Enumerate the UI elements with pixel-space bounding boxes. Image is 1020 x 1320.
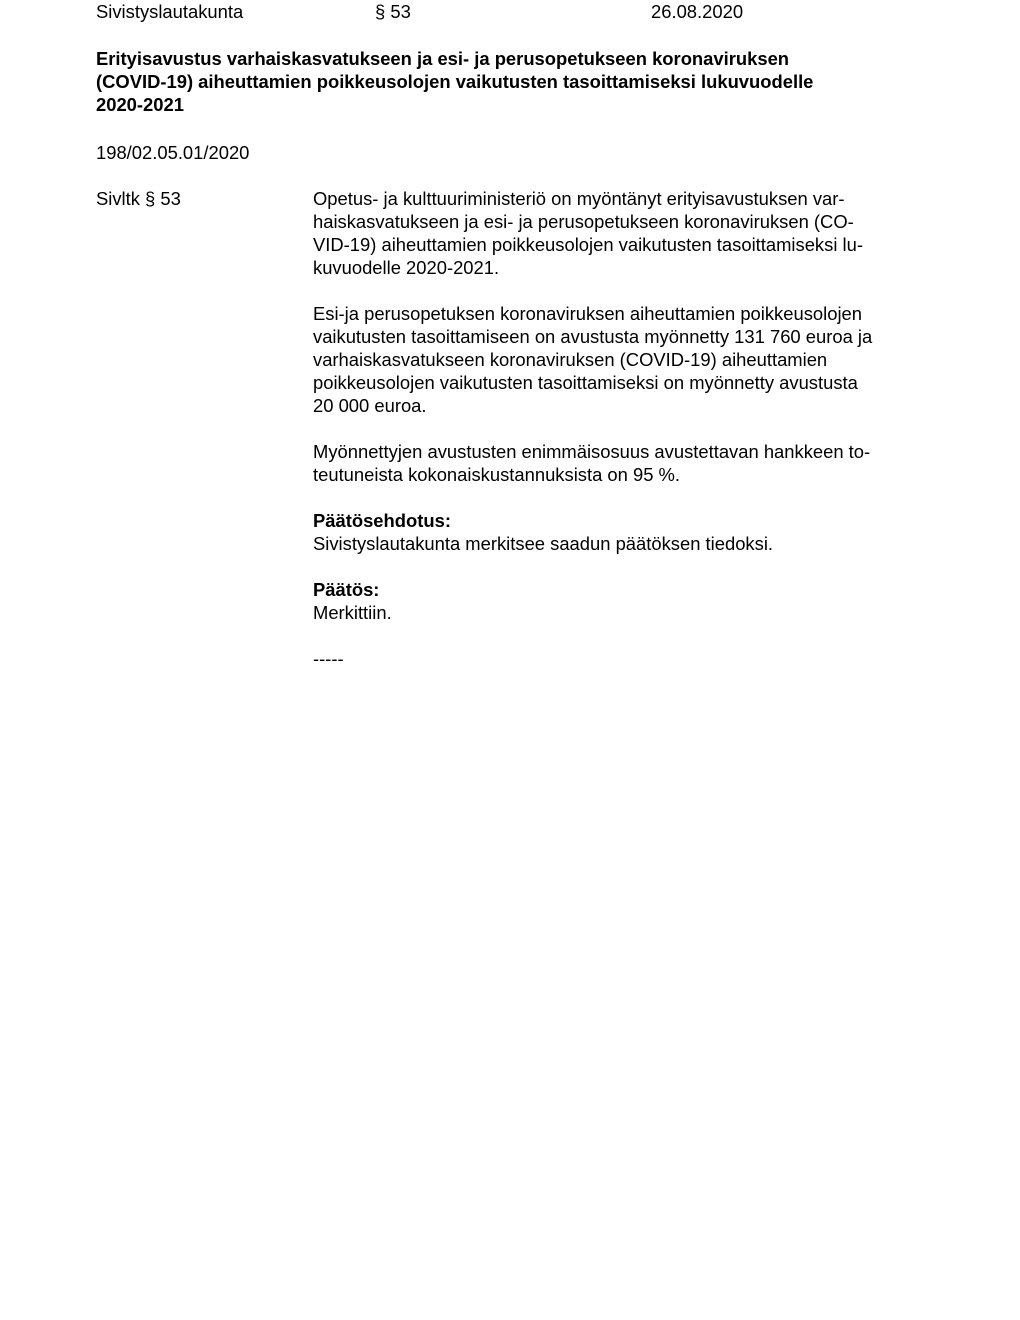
reference-number: 198/02.05.01/2020 xyxy=(96,142,250,163)
paragraph-line: Myönnettyjen avustusten enimmäisosuus avustettavan hankkeen to- xyxy=(313,441,871,462)
document-header xyxy=(0,0,1020,23)
paragraph-line: vaikutusten tasoittamiseen on avustusta myönnetty 131 760 euroa ja xyxy=(313,326,873,347)
paragraph-line: varhaiskasvatukseen koronaviruksen (COVID-19) aiheuttamien xyxy=(313,349,828,370)
header-section-number: § 53 xyxy=(375,1,411,22)
header-committee: Sivistyslautakunta xyxy=(96,1,244,22)
header-date: 26.08.2020 xyxy=(651,1,744,22)
decision-heading: Päätös: xyxy=(313,579,380,600)
paragraph-line: teutuneista kokonaiskustannuksista on 95 %. xyxy=(313,464,681,485)
paragraph-max-share xyxy=(313,440,933,486)
paragraph-line: poikkeusolojen vaikutusten tasoittamiseksi on myönnetty avustusta xyxy=(313,372,858,393)
proposal-text: Sivistyslautakunta merkitsee saadun päätöksen tiedoksi. xyxy=(313,533,774,554)
title-line: 2020-2021 xyxy=(96,94,184,115)
paragraph-line: kuvuodelle 2020-2021. xyxy=(313,257,500,278)
title-line: Erityisavustus varhaiskasvatukseen ja esi- ja perusopetukseen koronaviruksen xyxy=(96,48,790,69)
proposal-section xyxy=(313,509,933,555)
section-label: Sivltk § 53 xyxy=(96,188,181,209)
decision-text: Merkittiin. xyxy=(313,602,392,623)
paragraph-line: 20 000 euroa. xyxy=(313,395,427,416)
document-title xyxy=(96,47,896,116)
title-line: (COVID-19) aiheuttamien poikkeusolojen vaikutusten tasoittamiseksi lukuvuodelle xyxy=(96,71,814,92)
proposal-heading: Päätösehdotus: xyxy=(313,510,451,531)
paragraph-line: haiskasvatukseen ja esi- ja perusopetukseen koronaviruksen (CO- xyxy=(313,211,854,232)
end-marker: ----- xyxy=(313,648,344,669)
paragraph-amounts xyxy=(313,302,933,417)
paragraph-line: VID-19) aiheuttamien poikkeusolojen vaikutusten tasoittamiseksi lu- xyxy=(313,234,863,255)
paragraph-line: Esi-ja perusopetuksen koronaviruksen aiheuttamien poikkeusolojen xyxy=(313,303,862,324)
paragraph-line: Opetus- ja kulttuuriministeriö on myöntänyt erityisavustuksen var- xyxy=(313,188,845,209)
paragraph-grant-info xyxy=(313,187,933,279)
decision-section xyxy=(313,578,933,624)
body-column xyxy=(313,187,933,693)
